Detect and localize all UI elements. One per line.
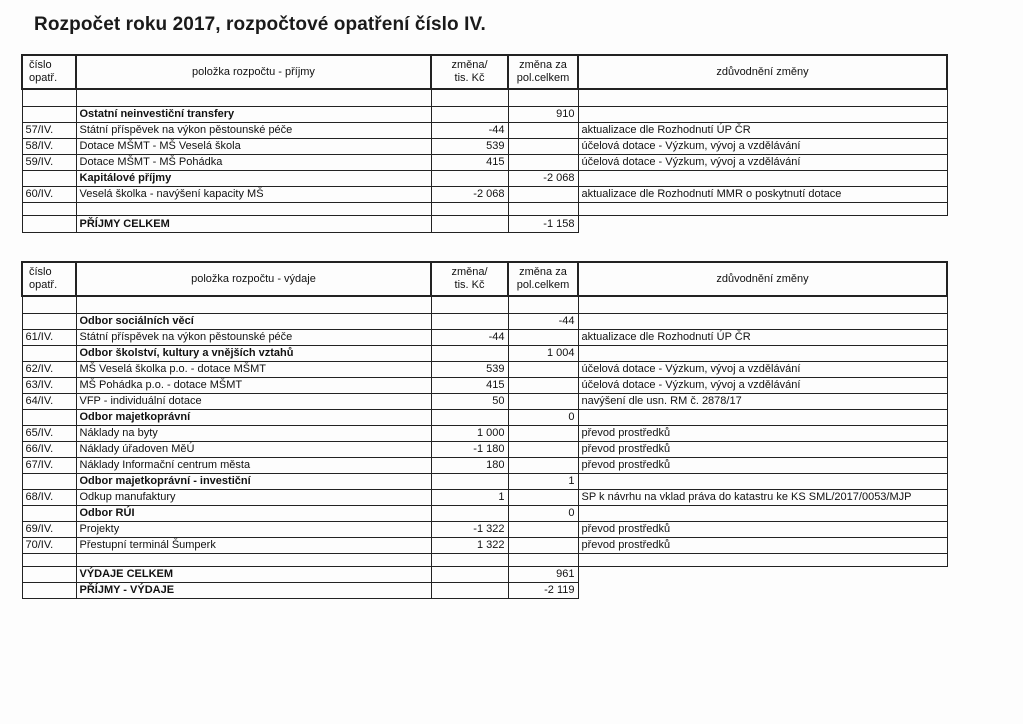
row-section-heading: Odbor majetkoprávní - investiční (76, 474, 431, 490)
row-change (431, 506, 508, 522)
row-total (508, 426, 578, 442)
table-row (22, 538, 947, 554)
row-number: 67/IV. (22, 458, 76, 474)
row-number: 59/IV. (22, 155, 76, 171)
table-row (22, 410, 947, 426)
col-header-total: změna za pol.celkem (508, 262, 578, 296)
row-item: Projekty (76, 522, 431, 538)
table-row (22, 490, 947, 506)
row-reason: účelová dotace - Výzkum, vývoj a vzdělávání (578, 139, 947, 155)
row-total: 0 (508, 506, 578, 522)
row-total (508, 362, 578, 378)
row-section-heading: Odbor majetkoprávní (76, 410, 431, 426)
col-header-change: změna/ tis. Kč (431, 55, 508, 89)
row-number: 70/IV. (22, 538, 76, 554)
table-row (22, 522, 947, 538)
row-change: 1 322 (431, 538, 508, 554)
row-reason: převod prostředků (578, 442, 947, 458)
expenses-table (21, 261, 948, 599)
row-total (508, 139, 578, 155)
row-reason: převod prostředků (578, 538, 947, 554)
row-reason (578, 107, 947, 123)
row-number: 64/IV. (22, 394, 76, 410)
row-reason: aktualizace dle Rozhodnutí MMR o poskytnutí dotace (578, 187, 947, 203)
col-header-reason: zdůvodnění změny (578, 262, 947, 296)
row-item: MŠ Pohádka p.o. - dotace MŠMT (76, 378, 431, 394)
table-row (22, 107, 947, 123)
col-header-item: položka rozpočtu - příjmy (76, 55, 431, 89)
row-number: 57/IV. (22, 123, 76, 139)
row-total: 910 (508, 107, 578, 123)
row-total (508, 123, 578, 139)
row-number: 66/IV. (22, 442, 76, 458)
row-item: Náklady Informační centrum města (76, 458, 431, 474)
row-section-heading: Odbor školství, kultury a vnějších vztahů (76, 346, 431, 362)
row-number (22, 314, 76, 330)
col-header-reason: zdůvodnění změny (578, 55, 947, 89)
row-number (22, 346, 76, 362)
row-total (508, 187, 578, 203)
row-change: -1 180 (431, 442, 508, 458)
row-item: VFP - individuální dotace (76, 394, 431, 410)
table-row (22, 506, 947, 522)
income-table (21, 54, 948, 233)
row-section-heading: Odbor RÚI (76, 506, 431, 522)
income-total-row (22, 216, 947, 233)
row-section-heading: Odbor sociálních věcí (76, 314, 431, 330)
table-row (22, 362, 947, 378)
row-total (508, 522, 578, 538)
row-change: 180 (431, 458, 508, 474)
row-total: 1 004 (508, 346, 578, 362)
row-change: 1 (431, 490, 508, 506)
row-number (22, 506, 76, 522)
difference-label: PŘÍJMY - VÝDAJE (76, 583, 431, 599)
row-reason: účelová dotace - Výzkum, vývoj a vzdělávání (578, 155, 947, 171)
table-row (22, 89, 947, 107)
row-change: 1 000 (431, 426, 508, 442)
table-row (22, 554, 947, 567)
row-total (508, 330, 578, 346)
row-number: 61/IV. (22, 330, 76, 346)
row-item: Veselá školka - navýšení kapacity MŠ (76, 187, 431, 203)
expenses-total-label: VÝDAJE CELKEM (76, 567, 431, 583)
row-number (22, 410, 76, 426)
row-change: 539 (431, 362, 508, 378)
row-total (508, 394, 578, 410)
row-change (431, 107, 508, 123)
table-row (22, 187, 947, 203)
table-row (22, 171, 947, 187)
row-reason: aktualizace dle Rozhodnutí ÚP ČR (578, 123, 947, 139)
row-reason: účelová dotace - Výzkum, vývoj a vzdělávání (578, 378, 947, 394)
table-row (22, 442, 947, 458)
row-total: -2 068 (508, 171, 578, 187)
row-reason (578, 506, 947, 522)
table-row (22, 346, 947, 362)
row-change: 539 (431, 139, 508, 155)
row-number: 60/IV. (22, 187, 76, 203)
income-total-value: -1 158 (508, 216, 578, 233)
col-header-total: změna za pol.celkem (508, 55, 578, 89)
row-number (22, 107, 76, 123)
row-total (508, 442, 578, 458)
expenses-total-value: 961 (508, 567, 578, 583)
col-header-change: změna/ tis. Kč (431, 262, 508, 296)
row-reason (578, 474, 947, 490)
expenses-total-row (22, 567, 947, 583)
difference-row (22, 583, 947, 599)
row-reason: převod prostředků (578, 426, 947, 442)
row-item: Státní příspěvek na výkon pěstounské péče (76, 123, 431, 139)
row-number: 69/IV. (22, 522, 76, 538)
row-change (431, 346, 508, 362)
row-reason: převod prostředků (578, 458, 947, 474)
row-number: 65/IV. (22, 426, 76, 442)
table-row (22, 123, 947, 139)
table-row (22, 296, 947, 314)
col-header-number: číslo opatř. (22, 262, 76, 296)
row-item: Státní příspěvek na výkon pěstounské péče (76, 330, 431, 346)
row-change (431, 314, 508, 330)
row-change (431, 171, 508, 187)
row-change: -44 (431, 123, 508, 139)
difference-value: -2 119 (508, 583, 578, 599)
row-total (508, 538, 578, 554)
table-row (22, 314, 947, 330)
row-item: Náklady na byty (76, 426, 431, 442)
row-reason: navýšení dle usn. RM č. 2878/17 (578, 394, 947, 410)
row-reason: účelová dotace - Výzkum, vývoj a vzdělávání (578, 362, 947, 378)
row-total (508, 458, 578, 474)
page-title: Rozpočet roku 2017, rozpočtové opatření číslo IV. (34, 14, 486, 35)
row-item: Odkup manufaktury (76, 490, 431, 506)
row-item: Přestupní terminál Šumperk (76, 538, 431, 554)
table-row (22, 394, 947, 410)
row-total (508, 490, 578, 506)
row-change (431, 410, 508, 426)
table-row (22, 458, 947, 474)
row-item: Náklady úřadoven MěÚ (76, 442, 431, 458)
row-change: 415 (431, 378, 508, 394)
row-reason (578, 314, 947, 330)
row-item: Dotace MŠMT - MŠ Pohádka (76, 155, 431, 171)
row-total (508, 378, 578, 394)
row-reason: převod prostředků (578, 522, 947, 538)
income-total-label: PŘÍJMY CELKEM (76, 216, 431, 233)
table-row (22, 378, 947, 394)
row-number (22, 171, 76, 187)
row-change: -1 322 (431, 522, 508, 538)
row-number: 58/IV. (22, 139, 76, 155)
row-reason (578, 410, 947, 426)
row-change: -44 (431, 330, 508, 346)
row-number (22, 474, 76, 490)
row-change: 415 (431, 155, 508, 171)
row-total (508, 155, 578, 171)
row-item: Dotace MŠMT - MŠ Veselá škola (76, 139, 431, 155)
row-change: -2 068 (431, 187, 508, 203)
row-total: 1 (508, 474, 578, 490)
row-reason: SP k návrhu na vklad práva do katastru ke KS SML/2017/0053/MJP (578, 490, 947, 506)
row-change: 50 (431, 394, 508, 410)
row-change (431, 474, 508, 490)
row-total: 0 (508, 410, 578, 426)
table-row (22, 330, 947, 346)
row-number: 62/IV. (22, 362, 76, 378)
row-section-heading: Kapitálové příjmy (76, 171, 431, 187)
row-reason: aktualizace dle Rozhodnutí ÚP ČR (578, 330, 947, 346)
row-reason (578, 171, 947, 187)
row-reason (578, 346, 947, 362)
table-row (22, 139, 947, 155)
table-row (22, 155, 947, 171)
col-header-item: položka rozpočtu - výdaje (76, 262, 431, 296)
row-item: MŠ Veselá školka p.o. - dotace MŠMT (76, 362, 431, 378)
table-row (22, 426, 947, 442)
row-total: -44 (508, 314, 578, 330)
table-row (22, 474, 947, 490)
col-header-number: číslo opatř. (22, 55, 76, 89)
row-section-heading: Ostatní neinvestiční transfery (76, 107, 431, 123)
table-row (22, 203, 947, 216)
row-number: 68/IV. (22, 490, 76, 506)
row-number: 63/IV. (22, 378, 76, 394)
